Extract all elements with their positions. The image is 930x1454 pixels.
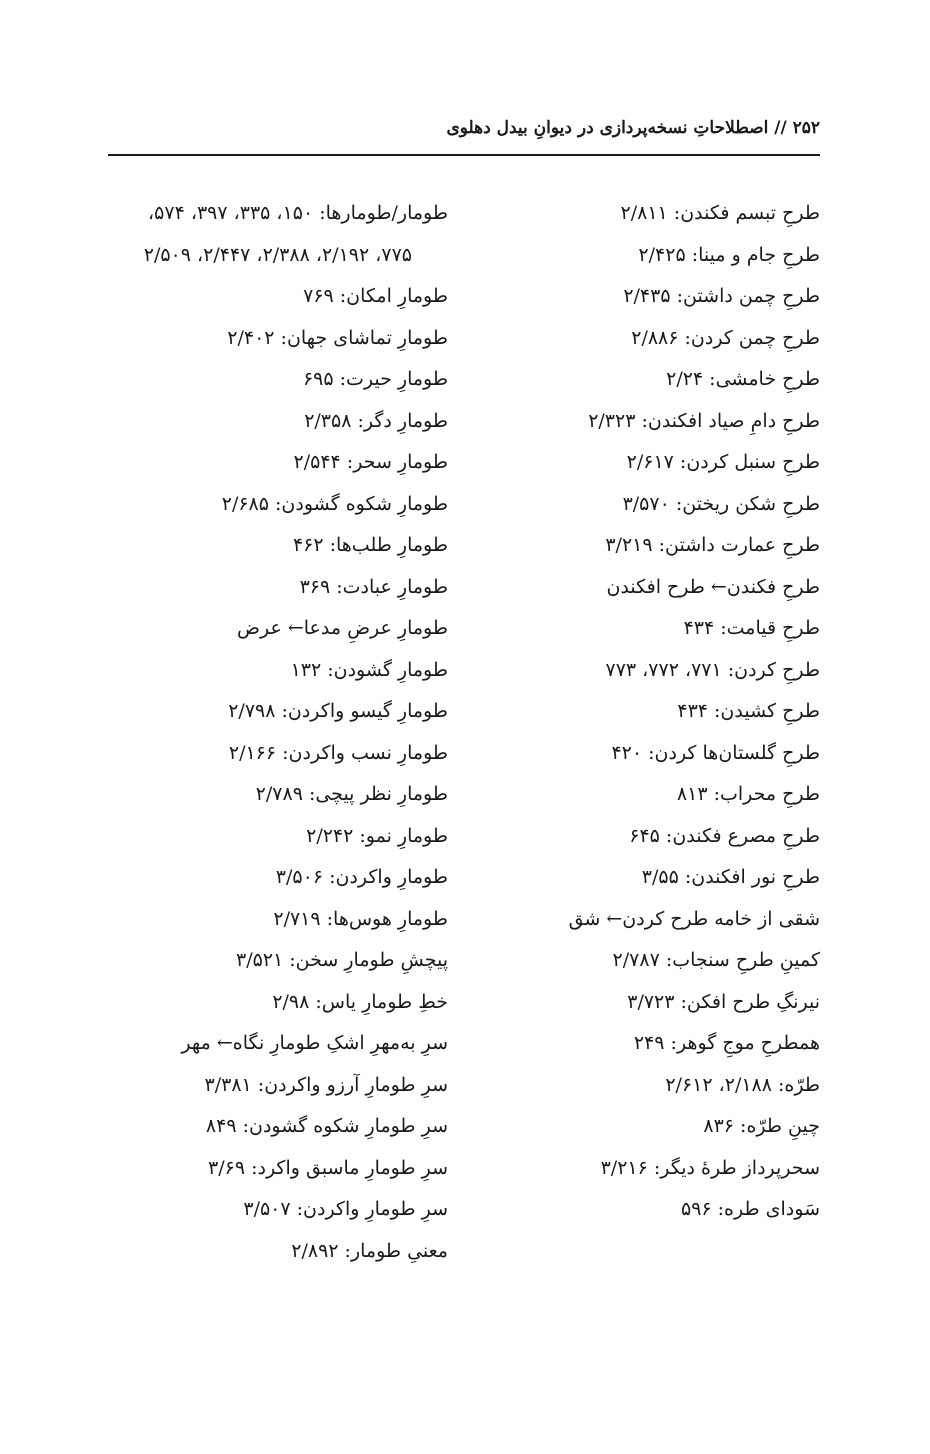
index-entry: سرِ طومارِ شکوه گشودن: ۸۴۹	[205, 1115, 448, 1137]
index-entry: طرحِ شکن ریختن: ۳/۵۷۰	[622, 492, 820, 515]
index-entry: نیرنگِ طرح افکن: ۳/۷۲۳	[627, 990, 820, 1013]
index-entry: طرحِ تبسم فکندن: ۲/۸۱۱	[620, 202, 820, 224]
index-entry: طرحِ چمن کردن: ۲/۸۸۶	[631, 326, 820, 349]
index-entry: سحرپرداز طرۀ دیگر: ۳/۲۱۶	[600, 1156, 820, 1179]
index-entry: سَودای طره: ۵۹۶	[680, 1198, 820, 1220]
index-entry: شقی از خامه طرح کردن← شق	[568, 907, 820, 930]
index-entry: طرحِ کشیدن: ۴۳۴	[677, 700, 820, 722]
index-entry: طرحِ مصرع فکندن: ۶۴۵	[629, 824, 820, 847]
index-entry: طومارِ هوس‌ها: ۲/۷۱۹	[273, 907, 448, 930]
index-column-right	[490, 193, 820, 1231]
index-entry: طرحِ خامشی: ۲/۲۴	[666, 368, 820, 390]
index-entry: سرِ طومارِ واکردن: ۳/۵۰۷	[243, 1198, 448, 1220]
index-entry: طومارِ حیرت: ۶۹۵	[302, 368, 448, 390]
index-entry: طرحِ فکندن← طرح افکندن	[606, 575, 820, 598]
index-entry: طرّه: ۲/۱۸۸، ۲/۶۱۲	[665, 1073, 820, 1096]
index-entry: طومارِ عرضِ مدعا← عرض	[237, 617, 448, 639]
index-entry: طومارِ گیسو واکردن: ۲/۷۹۸	[228, 700, 448, 722]
index-entry: پیچشِ طومارِ سخن: ۳/۵۲۱	[236, 949, 448, 971]
index-entry: طومارِ نظر پیچی: ۲/۷۸۹	[255, 783, 448, 805]
running-head: ۲۵۲ // اصطلاحاتِ نسخه‌پردازی در دیوانِ بیدل دهلوی	[446, 118, 820, 138]
index-entry: خطِ طومارِ یاس: ۲/۹۸	[272, 990, 448, 1013]
index-entry: طومارِ واکردن: ۳/۵۰۶	[275, 866, 448, 888]
index-entry: طومارِ شکوه گشودن: ۲/۶۸۵	[221, 492, 448, 515]
index-entry: طرحِ عمارت داشتن: ۳/۲۱۹	[605, 534, 820, 556]
index-entry: طرحِ محراب: ۸۱۳	[676, 783, 820, 805]
index-entry: طومارِ طلب‌ها: ۴۶۲	[292, 534, 448, 556]
index-entry: طومارِ عبادت: ۳۶۹	[299, 575, 448, 598]
index-entry: طومارِ امکان: ۷۶۹	[303, 285, 448, 307]
index-entry: سرِ طومارِ آرزو واکردن: ۳/۳۸۱	[204, 1073, 448, 1096]
index-entry: طومار/طومارها: ۱۵۰، ۳۳۵، ۳۹۷، ۵۷۴،	[148, 202, 448, 224]
index-entry: طومارِ دگر: ۲/۳۵۸	[304, 409, 448, 432]
index-entry: طرحِ نور افکندن: ۳/۵۵	[641, 866, 820, 888]
index-entry: طرحِ دامِ صیاد افکندن: ۲/۳۲۳	[588, 409, 820, 432]
index-entry: همطرحِ موجِ گوهر: ۲۴۹	[633, 1032, 820, 1054]
index-entry: چینِ طرّه: ۸۳۶	[703, 1115, 820, 1137]
index-entry: طومارِ نمو: ۲/۲۴۲	[306, 824, 448, 847]
index-entry: کمینِ طرحِ سنجاب: ۲/۷۸۷	[612, 949, 820, 971]
index-entry: طرحِ گلستان‌ها کردن: ۴۲۰	[611, 741, 820, 764]
header-rule	[108, 154, 820, 156]
index-column-left	[68, 193, 448, 1272]
index-entry: طومارِ تماشای جهان: ۲/۴۰۲	[227, 326, 448, 349]
index-entry: سرِ به‌مهرِ اشکِ طومارِ نگاه← مهر	[181, 1032, 448, 1054]
index-entry: طومارِ گشودن: ۱۳۲	[290, 658, 448, 681]
index-entry: معنیِ طومار: ۲/۸۹۲	[291, 1239, 448, 1262]
index-entry: طرحِ قیامت: ۴۳۴	[683, 617, 820, 639]
index-entry: طومارِ نسب واکردن: ۲/۱۶۶	[228, 741, 448, 764]
index-entry: سرِ طومارِ ماسبق واکرد: ۳/۶۹	[208, 1156, 448, 1179]
index-entry: طومارِ سحر: ۲/۵۴۴	[293, 451, 448, 473]
index-entry: طرحِ سنبل کردن: ۲/۶۱۷	[626, 451, 820, 473]
index-entry: طرحِ کردن: ۷۷۱، ۷۷۲، ۷۷۳	[605, 658, 820, 681]
index-entry: طرحِ چمن داشتن: ۲/۴۳۵	[623, 285, 820, 307]
index-entry: طرحِ جام و مینا: ۲/۴۲۵	[638, 243, 820, 266]
index-entry-continuation: ۷۷۵، ۲/۱۹۲، ۲/۳۸۸، ۲/۴۴۷، ۲/۵۰۹	[143, 243, 412, 266]
